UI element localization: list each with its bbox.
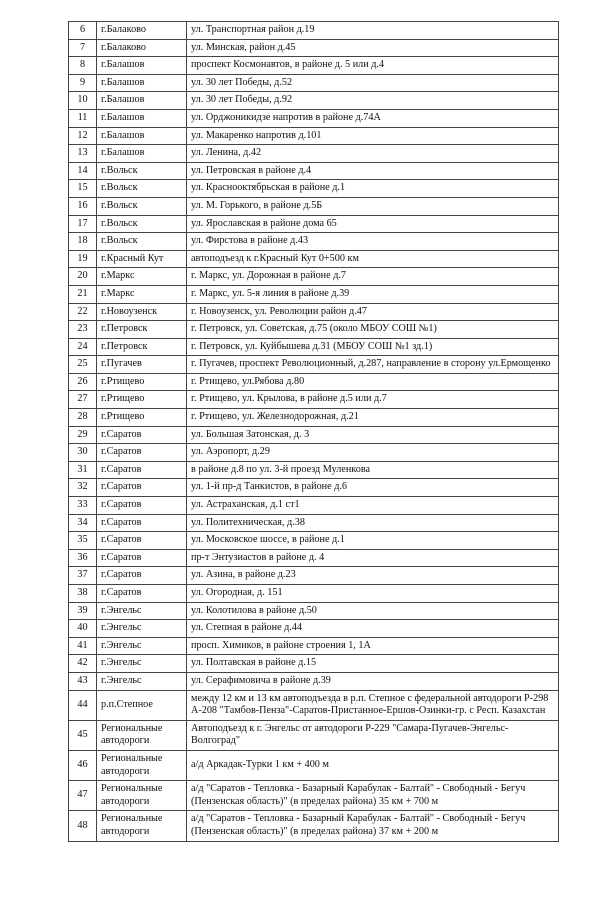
table-row bbox=[69, 109, 559, 127]
table-row bbox=[69, 250, 559, 268]
city-cell: г.Вольск bbox=[97, 180, 187, 198]
address-cell: пр-т Энтузиастов в районе д. 4 bbox=[187, 549, 559, 567]
table-row bbox=[69, 672, 559, 690]
address-cell: ул. Московское шоссе, в районе д.1 bbox=[187, 532, 559, 550]
table-row bbox=[69, 479, 559, 497]
address-cell: в районе д.8 по ул. 3-й проезд Муленкова bbox=[187, 461, 559, 479]
address-cell: ул. Аэропорт, д.29 bbox=[187, 444, 559, 462]
row-number-cell: 48 bbox=[69, 811, 97, 841]
address-cell: ул. Политехническая, д.38 bbox=[187, 514, 559, 532]
row-number-cell: 31 bbox=[69, 461, 97, 479]
table-row bbox=[69, 514, 559, 532]
table-row bbox=[69, 409, 559, 427]
address-cell: ул. Огородная, д. 151 bbox=[187, 585, 559, 603]
table-row bbox=[69, 781, 559, 811]
row-number-cell: 41 bbox=[69, 637, 97, 655]
address-cell: ул. Серафимовича в районе д.39 bbox=[187, 672, 559, 690]
city-cell: г.Саратов bbox=[97, 497, 187, 515]
row-number-cell: 33 bbox=[69, 497, 97, 515]
row-number-cell: 45 bbox=[69, 720, 97, 750]
row-number-cell: 10 bbox=[69, 92, 97, 110]
address-cell: ул. Краснооктябрьская в районе д.1 bbox=[187, 180, 559, 198]
city-cell: г.Энгельс bbox=[97, 637, 187, 655]
table-row bbox=[69, 162, 559, 180]
address-cell: ул. Азина, в районе д.23 bbox=[187, 567, 559, 585]
address-cell: г. Маркс, ул. Дорожная в районе д.7 bbox=[187, 268, 559, 286]
table-row bbox=[69, 497, 559, 515]
address-cell: ул. Макаренко напротив д.101 bbox=[187, 127, 559, 145]
table-row bbox=[69, 444, 559, 462]
row-number-cell: 25 bbox=[69, 356, 97, 374]
city-cell: Региональные автодороги bbox=[97, 811, 187, 841]
city-cell: г.Балашов bbox=[97, 74, 187, 92]
row-number-cell: 23 bbox=[69, 321, 97, 339]
table-row bbox=[69, 620, 559, 638]
table-row bbox=[69, 145, 559, 163]
table-row bbox=[69, 285, 559, 303]
city-cell: г.Саратов bbox=[97, 426, 187, 444]
table-row bbox=[69, 811, 559, 841]
row-number-cell: 35 bbox=[69, 532, 97, 550]
row-number-cell: 40 bbox=[69, 620, 97, 638]
table-row bbox=[69, 373, 559, 391]
table-row bbox=[69, 690, 559, 720]
address-cell: г. Маркс, ул. 5-я линия в районе д.39 bbox=[187, 285, 559, 303]
city-cell: г.Новоузенск bbox=[97, 303, 187, 321]
city-cell: г.Вольск bbox=[97, 215, 187, 233]
address-cell: ул. Транспортная район д.19 bbox=[187, 22, 559, 40]
table-row bbox=[69, 74, 559, 92]
table-row bbox=[69, 233, 559, 251]
city-cell: г.Ртищево bbox=[97, 373, 187, 391]
address-cell: ул. Большая Затонская, д. 3 bbox=[187, 426, 559, 444]
row-number-cell: 7 bbox=[69, 39, 97, 57]
row-number-cell: 9 bbox=[69, 74, 97, 92]
table-row bbox=[69, 391, 559, 409]
row-number-cell: 24 bbox=[69, 338, 97, 356]
city-cell: г.Саратов bbox=[97, 585, 187, 603]
address-cell: ул. М. Горького, в районе д.5Б bbox=[187, 197, 559, 215]
city-cell: г.Балашов bbox=[97, 127, 187, 145]
row-number-cell: 6 bbox=[69, 22, 97, 40]
row-number-cell: 30 bbox=[69, 444, 97, 462]
city-cell: г.Саратов bbox=[97, 549, 187, 567]
row-number-cell: 44 bbox=[69, 690, 97, 720]
city-cell: г.Маркс bbox=[97, 285, 187, 303]
row-number-cell: 20 bbox=[69, 268, 97, 286]
city-cell: г.Саратов bbox=[97, 532, 187, 550]
row-number-cell: 34 bbox=[69, 514, 97, 532]
row-number-cell: 12 bbox=[69, 127, 97, 145]
city-cell: г.Маркс bbox=[97, 268, 187, 286]
row-number-cell: 8 bbox=[69, 57, 97, 75]
locations-table bbox=[68, 21, 559, 842]
city-cell: г.Вольск bbox=[97, 162, 187, 180]
address-cell: просп. Химиков, в районе строения 1, 1А bbox=[187, 637, 559, 655]
city-cell: г.Энгельс bbox=[97, 672, 187, 690]
city-cell: г.Саратов bbox=[97, 461, 187, 479]
city-cell: г.Балаково bbox=[97, 39, 187, 57]
table-row bbox=[69, 127, 559, 145]
address-cell: г. Ртищево, ул.Рябова д.80 bbox=[187, 373, 559, 391]
city-cell: г.Вольск bbox=[97, 233, 187, 251]
table-row bbox=[69, 532, 559, 550]
table-row bbox=[69, 303, 559, 321]
address-cell: г. Петровск, ул. Советская, д.75 (около МБОУ СОШ №1) bbox=[187, 321, 559, 339]
row-number-cell: 27 bbox=[69, 391, 97, 409]
address-cell: а/д "Саратов - Тепловка - Базарный Карабулак - Балтай" - Свободный - Бегуч (Пензенская область)" (в пределах района) 35 км + 700 м bbox=[187, 781, 559, 811]
address-cell: автоподъезд к г.Красный Кут 0+500 км bbox=[187, 250, 559, 268]
city-cell: г.Балашов bbox=[97, 145, 187, 163]
city-cell: г.Петровск bbox=[97, 321, 187, 339]
address-cell: г. Новоузенск, ул. Революции район д.47 bbox=[187, 303, 559, 321]
address-cell: Автоподъезд к г. Энгельс от автодороги Р-229 "Самара-Пугачев-Энгельс-Волгоград" bbox=[187, 720, 559, 750]
row-number-cell: 26 bbox=[69, 373, 97, 391]
table-row bbox=[69, 426, 559, 444]
city-cell: г.Саратов bbox=[97, 444, 187, 462]
address-cell: г. Ртищево, ул. Крылова, в районе д.5 или д.7 bbox=[187, 391, 559, 409]
row-number-cell: 42 bbox=[69, 655, 97, 673]
city-cell: Региональные автодороги bbox=[97, 781, 187, 811]
table-row bbox=[69, 197, 559, 215]
row-number-cell: 36 bbox=[69, 549, 97, 567]
address-cell: ул. 30 лет Победы, д.52 bbox=[187, 74, 559, 92]
address-cell: г. Пугачев, проспект Революционный, д.287, направление в сторону ул.Ермощенко bbox=[187, 356, 559, 374]
address-cell: ул. Степная в районе д.44 bbox=[187, 620, 559, 638]
city-cell: г.Балаково bbox=[97, 22, 187, 40]
address-cell: между 12 км и 13 км автоподъезда в р.п. Степное с федеральной автодороги Р-298 А-208 "Тамбов-Пенза"-Саратов-Пристанное-Ершов-Озинки-гр. с Респ. Казахстан bbox=[187, 690, 559, 720]
row-number-cell: 11 bbox=[69, 109, 97, 127]
row-number-cell: 17 bbox=[69, 215, 97, 233]
address-cell: ул. Ленина, д.42 bbox=[187, 145, 559, 163]
city-cell: г.Энгельс bbox=[97, 602, 187, 620]
address-cell: ул. Орджоникидзе напротив в районе д.74А bbox=[187, 109, 559, 127]
city-cell: г.Саратов bbox=[97, 479, 187, 497]
city-cell: г.Вольск bbox=[97, 197, 187, 215]
table-row bbox=[69, 637, 559, 655]
city-cell: Региональные автодороги bbox=[97, 720, 187, 750]
table-row bbox=[69, 750, 559, 780]
row-number-cell: 14 bbox=[69, 162, 97, 180]
table-row bbox=[69, 57, 559, 75]
row-number-cell: 38 bbox=[69, 585, 97, 603]
table-row bbox=[69, 602, 559, 620]
table-row bbox=[69, 567, 559, 585]
address-cell: ул. Полтавская в районе д.15 bbox=[187, 655, 559, 673]
table-row bbox=[69, 549, 559, 567]
city-cell: г.Саратов bbox=[97, 514, 187, 532]
row-number-cell: 13 bbox=[69, 145, 97, 163]
table-row bbox=[69, 321, 559, 339]
address-cell: ул. Минская, район д.45 bbox=[187, 39, 559, 57]
city-cell: г.Балашов bbox=[97, 57, 187, 75]
table-row bbox=[69, 585, 559, 603]
table-row bbox=[69, 39, 559, 57]
city-cell: г.Энгельс bbox=[97, 655, 187, 673]
city-cell: г.Балашов bbox=[97, 109, 187, 127]
table-row bbox=[69, 461, 559, 479]
row-number-cell: 29 bbox=[69, 426, 97, 444]
table-row bbox=[69, 180, 559, 198]
city-cell: г.Саратов bbox=[97, 567, 187, 585]
table-row bbox=[69, 338, 559, 356]
row-number-cell: 39 bbox=[69, 602, 97, 620]
row-number-cell: 16 bbox=[69, 197, 97, 215]
row-number-cell: 37 bbox=[69, 567, 97, 585]
table-row bbox=[69, 655, 559, 673]
row-number-cell: 19 bbox=[69, 250, 97, 268]
city-cell: г.Энгельс bbox=[97, 620, 187, 638]
table-row bbox=[69, 720, 559, 750]
city-cell: г.Ртищево bbox=[97, 391, 187, 409]
table-row bbox=[69, 215, 559, 233]
address-cell: ул. Ярославская в районе дома 65 bbox=[187, 215, 559, 233]
city-cell: г.Петровск bbox=[97, 338, 187, 356]
address-cell: ул. Колотилова в районе д.50 bbox=[187, 602, 559, 620]
row-number-cell: 46 bbox=[69, 750, 97, 780]
address-cell: ул. Астраханская, д.1 ст1 bbox=[187, 497, 559, 515]
row-number-cell: 47 bbox=[69, 781, 97, 811]
address-cell: ул. Петровская в районе д.4 bbox=[187, 162, 559, 180]
city-cell: г.Ртищево bbox=[97, 409, 187, 427]
row-number-cell: 18 bbox=[69, 233, 97, 251]
row-number-cell: 32 bbox=[69, 479, 97, 497]
city-cell: Региональные автодороги bbox=[97, 750, 187, 780]
city-cell: г.Пугачев bbox=[97, 356, 187, 374]
address-cell: проспект Космонавтов, в районе д. 5 или д.4 bbox=[187, 57, 559, 75]
address-cell: ул. Фирстова в районе д.43 bbox=[187, 233, 559, 251]
address-cell: а/д Аркадак-Турки 1 км + 400 м bbox=[187, 750, 559, 780]
city-cell: р.п.Степное bbox=[97, 690, 187, 720]
row-number-cell: 15 bbox=[69, 180, 97, 198]
address-cell: а/д "Саратов - Тепловка - Базарный Карабулак - Балтай" - Свободный - Бегуч (Пензенская область)" (в пределах района) 37 км + 200 м bbox=[187, 811, 559, 841]
table-row bbox=[69, 356, 559, 374]
address-cell: ул. 30 лет Победы, д.92 bbox=[187, 92, 559, 110]
table-row bbox=[69, 22, 559, 40]
row-number-cell: 43 bbox=[69, 672, 97, 690]
city-cell: г.Красный Кут bbox=[97, 250, 187, 268]
address-cell: ул. 1-й пр-д Танкистов, в районе д.6 bbox=[187, 479, 559, 497]
address-cell: г. Ртищево, ул. Железнодорожная, д.21 bbox=[187, 409, 559, 427]
row-number-cell: 28 bbox=[69, 409, 97, 427]
row-number-cell: 21 bbox=[69, 285, 97, 303]
address-cell: г. Петровск, ул. Куйбышева д.31 (МБОУ СОШ №1 зд.1) bbox=[187, 338, 559, 356]
city-cell: г.Балашов bbox=[97, 92, 187, 110]
row-number-cell: 22 bbox=[69, 303, 97, 321]
table-row bbox=[69, 92, 559, 110]
table-row bbox=[69, 268, 559, 286]
